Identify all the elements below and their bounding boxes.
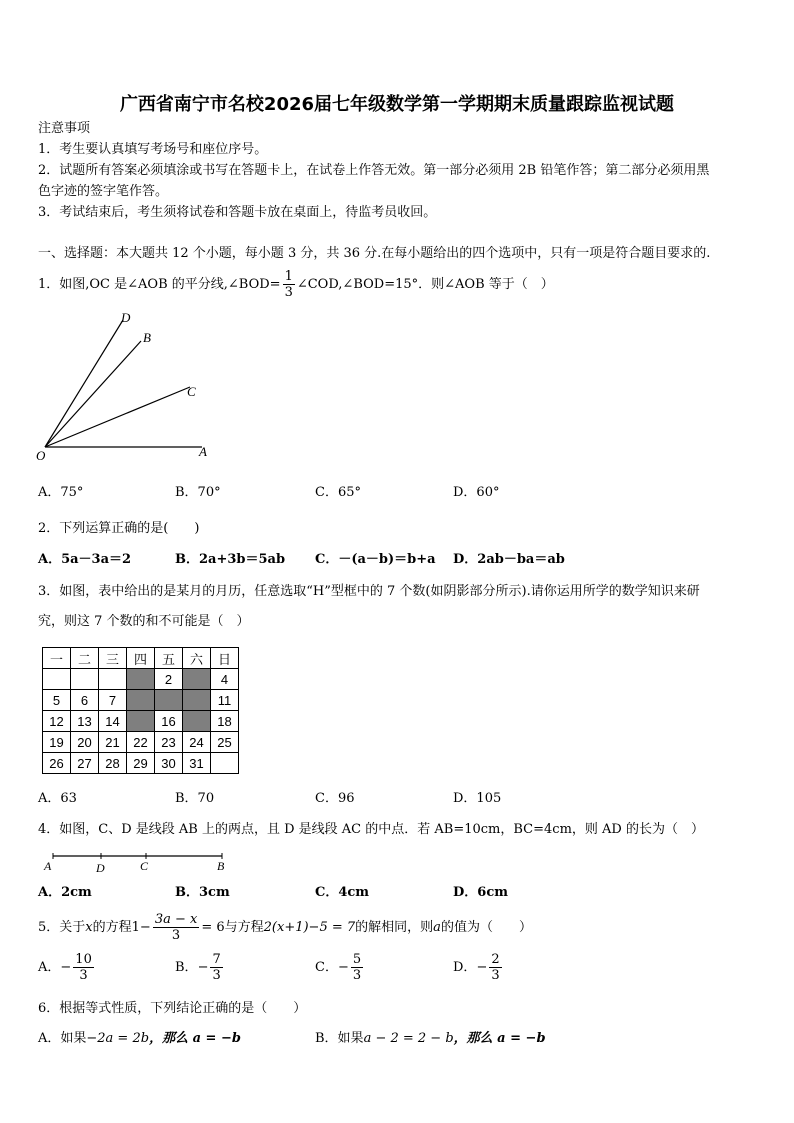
q5-text: 的解相同，则 [355, 920, 434, 935]
calendar-table [42, 647, 239, 774]
calendar-cell: 19 [43, 732, 71, 753]
q5-option-b[interactable]: B．− $\frac{7}{3}$ [175, 952, 221, 983]
calendar-cell-shaded [183, 711, 211, 732]
q2-option-c[interactable]: C．－(a－b)＝b+a [315, 552, 436, 567]
q2-option-b[interactable]: B．2a+3b＝5ab [175, 552, 286, 567]
q3-option-d[interactable]: D．105 [453, 791, 502, 806]
calendar-row [43, 732, 239, 753]
q1-fraction: $\frac{1}{3}$ [284, 269, 293, 300]
section-heading: 一、选择题：本大题共 12 个小题，每小题 3 分，共 36 分.在每小题给出的四个选项中，只有一项是符合题目要求的. [38, 246, 711, 261]
q4-option-c[interactable]: C．4cm [315, 885, 370, 900]
calendar-header-cell: 一 [43, 648, 71, 669]
calendar-cell: 5 [43, 690, 71, 711]
calendar-row [43, 753, 239, 774]
label-d: D [96, 861, 105, 874]
q5-text: 5．关于 [38, 920, 86, 935]
q5-eq1-lead: 1− [131, 920, 151, 935]
question-6-stem: 6．根据等式性质，下列结论正确的是（ ） [38, 1001, 307, 1016]
question-3-line2: 究，则这 7 个数的和不可能是（ ） [38, 614, 250, 629]
calendar-cell: 25 [211, 732, 239, 753]
label-d: D [121, 310, 131, 325]
calendar-cell [71, 669, 99, 690]
q1-option-c[interactable]: C．65° [315, 485, 361, 500]
q5-option-a[interactable]: A．− $\frac{10}{3}$ [38, 952, 92, 983]
label-c: C [187, 384, 196, 399]
label-a: A [44, 859, 52, 873]
q6-option-b[interactable]: B．如果a − 2 = 2 − b，那么 a = −b [315, 1031, 546, 1046]
notice-heading: 注意事项 [38, 121, 91, 136]
q5-eq2: 2(x+1)−5 = 7 [263, 920, 356, 935]
question-5-stem [38, 910, 532, 946]
q4-segment-figure [40, 848, 240, 874]
label-b: B [217, 859, 225, 873]
label-a: A [199, 444, 207, 459]
calendar-row [43, 690, 239, 711]
calendar-cell-shaded [155, 690, 183, 711]
ray-oc [45, 387, 190, 447]
calendar-cell: 4 [211, 669, 239, 690]
calendar-cell [43, 669, 71, 690]
q5-text: 的值为（ ） [440, 920, 532, 935]
calendar-cell: 14 [99, 711, 127, 732]
calendar-row [43, 711, 239, 732]
q1-angle-figure [30, 305, 230, 465]
q6-option-a[interactable]: A．如果−2a = 2b，那么 a = −b [38, 1031, 241, 1046]
calendar-cell: 20 [71, 732, 99, 753]
q4-option-b[interactable]: B．3cm [175, 885, 230, 900]
q2-option-d[interactable]: D．2ab－ba＝ab [453, 552, 565, 567]
calendar-cell: 11 [211, 690, 239, 711]
q4-option-a[interactable]: A．2cm [38, 885, 92, 900]
calendar-row [43, 669, 239, 690]
calendar-cell: 30 [155, 753, 183, 774]
q1-option-a[interactable]: A．75° [38, 485, 84, 500]
calendar-cell: 26 [43, 753, 71, 774]
question-1-stem [38, 268, 554, 302]
question-3-line1: 3．如图，表中给出的是某月的月历，任意选取“H”型框中的 7 个数(如阴影部分所示).请你运用所学的数学知识来研 [38, 584, 700, 599]
q2-option-a[interactable]: A．5a－3a＝2 [38, 552, 132, 567]
calendar-cell: 21 [99, 732, 127, 753]
question-4-stem: 4．如图，C、D 是线段 AB 上的两点，且 D 是线段 AC 的中点．若 AB=10cm，BC=4cm，则 AD 的长为（ ） [38, 822, 704, 837]
label-b: B [143, 330, 151, 345]
calendar-cell: 12 [43, 711, 71, 732]
calendar-cell: 24 [183, 732, 211, 753]
notice-item: 2．试题所有答案必须填涂或书写在答题卡上，在试卷上作答无效。第一部分必须用 2B 铅笔作答；第二部分必须用黑 [38, 163, 710, 178]
calendar-cell [211, 753, 239, 774]
label-o: O [36, 448, 46, 463]
calendar-cell-shaded [127, 711, 155, 732]
calendar-cell: 23 [155, 732, 183, 753]
calendar-cell: 7 [99, 690, 127, 711]
q1-text-pre: 1．如图,OC 是∠AOB 的平分线,∠BOD= [38, 277, 281, 292]
calendar-cell: 6 [71, 690, 99, 711]
q4-option-d[interactable]: D．6cm [453, 885, 508, 900]
calendar-header-cell: 二 [71, 648, 99, 669]
calendar-cell: 28 [99, 753, 127, 774]
calendar-cell: 16 [155, 711, 183, 732]
q3-option-a[interactable]: A．63 [38, 791, 77, 806]
notice-item: 1．考生要认真填写考场号和座位序号。 [38, 142, 268, 157]
q1-option-b[interactable]: B．70° [175, 485, 221, 500]
calendar-header-row [43, 648, 239, 669]
calendar-header-cell: 三 [99, 648, 127, 669]
calendar-cell: 27 [71, 753, 99, 774]
calendar-cell-shaded [127, 690, 155, 711]
q5-text: 的方程 [92, 920, 132, 935]
label-c: C [140, 859, 149, 873]
q1-option-d[interactable]: D．60° [453, 485, 500, 500]
q5-option-d[interactable]: D．− $\frac{2}{3}$ [453, 952, 500, 983]
q5-eq1-tail: = 6 [201, 920, 225, 935]
q1-text-post: ∠COD,∠BOD=15°．则∠AOB 等于（ ） [296, 277, 554, 292]
calendar-cell: 18 [211, 711, 239, 732]
q5-var-x: x [85, 920, 93, 935]
calendar-cell: 22 [127, 732, 155, 753]
q5-text: 与方程 [224, 920, 264, 935]
calendar-header-cell: 五 [155, 648, 183, 669]
q5-eq1-fraction: $\frac{3a - x}{3}$ [154, 912, 198, 943]
calendar-header-cell: 六 [183, 648, 211, 669]
q3-option-c[interactable]: C．96 [315, 791, 355, 806]
calendar-cell [99, 669, 127, 690]
calendar-header-cell: 四 [127, 648, 155, 669]
q5-var-a: a [433, 920, 441, 935]
calendar-cell: 31 [183, 753, 211, 774]
calendar-cell: 2 [155, 669, 183, 690]
calendar-cell-shaded [183, 690, 211, 711]
page-title: 广西省南宁市名校2026届七年级数学第一学期期末质量跟踪监视试题 [119, 94, 675, 115]
calendar-cell: 13 [71, 711, 99, 732]
q3-option-b[interactable]: B．70 [175, 791, 215, 806]
notice-item: 3．考试结束后，考生须将试卷和答题卡放在桌面上，待监考员收回。 [38, 205, 437, 220]
calendar-cell-shaded [183, 669, 211, 690]
notice-item: 色字迹的签字笔作答。 [38, 184, 169, 199]
calendar-header-cell: 日 [211, 648, 239, 669]
calendar-cell: 29 [127, 753, 155, 774]
q5-option-c[interactable]: C．− $\frac{5}{3}$ [315, 952, 362, 983]
question-2-stem: 2．下列运算正确的是( ) [38, 521, 200, 536]
calendar-cell-shaded [127, 669, 155, 690]
ray-od [45, 320, 123, 447]
ray-ob [45, 341, 141, 447]
